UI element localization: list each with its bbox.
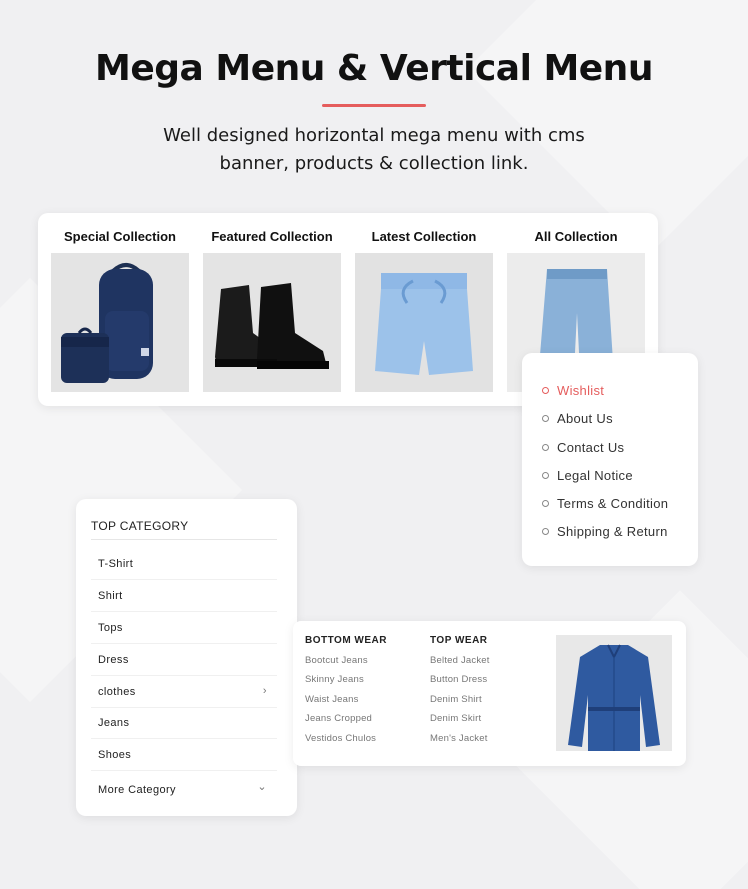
link-label: About Us (557, 411, 613, 426)
category-shoes[interactable] (91, 739, 277, 771)
link-label: Contact Us (557, 440, 625, 455)
denim-dress-icon[interactable] (556, 635, 672, 751)
divider (91, 539, 277, 540)
vertical-menu (76, 499, 297, 816)
category-label: clothes (98, 685, 136, 698)
collection-title[interactable]: Featured Collection (211, 229, 333, 244)
title-underline (322, 104, 426, 107)
more-category-toggle[interactable] (91, 774, 277, 806)
submenu-link[interactable]: Skinny Jeans (305, 674, 364, 686)
subtitle-line: Well designed horizontal mega menu with cms (163, 125, 585, 146)
category-jeans[interactable] (91, 707, 277, 739)
category-tops[interactable] (91, 612, 277, 644)
chevron-down-icon: ⌄ (257, 781, 267, 793)
submenu-link[interactable]: Bootcut Jeans (305, 655, 368, 666)
chevron-right-icon: › (262, 685, 267, 697)
vertical-menu-heading: TOP CATEGORY (91, 519, 189, 533)
bullet-icon (542, 528, 549, 535)
category-label: Shirt (98, 589, 123, 602)
category-shirt[interactable] (91, 580, 277, 612)
category-tshirt[interactable] (91, 548, 277, 580)
link-label: Shipping & Return (557, 524, 668, 539)
collection-title[interactable]: Latest Collection (371, 229, 477, 244)
submenu-link[interactable]: Men's Jacket (430, 732, 488, 744)
submenu-heading: BOTTOM WEAR (305, 635, 387, 646)
bullet-icon (542, 500, 549, 507)
link-shipping[interactable] (542, 524, 668, 539)
shorts-icon[interactable] (355, 253, 493, 392)
link-contact-us[interactable] (542, 440, 624, 455)
page-subtitle (124, 122, 624, 178)
boots-icon[interactable] (203, 253, 341, 392)
bullet-icon (542, 387, 549, 394)
link-label: Wishlist (557, 383, 605, 398)
collection-title[interactable]: Special Collection (64, 229, 176, 244)
backpack-icon[interactable] (51, 253, 189, 392)
link-wishlist[interactable] (542, 383, 604, 398)
link-legal-notice[interactable] (542, 468, 633, 483)
category-dress[interactable] (91, 644, 277, 676)
category-label: Dress (98, 653, 129, 666)
link-label: Legal Notice (557, 468, 633, 483)
category-label: Tops (98, 621, 123, 634)
bullet-icon (542, 415, 549, 422)
links-dropdown (522, 353, 698, 566)
link-about-us[interactable] (542, 411, 613, 426)
bullet-icon (542, 444, 549, 451)
submenu-link[interactable]: Denim Skirt (430, 713, 482, 725)
submenu-link[interactable]: Vestidos Chulos (305, 732, 377, 744)
submenu-link[interactable]: Belted Jacket (430, 655, 490, 666)
link-terms[interactable] (542, 496, 668, 511)
link-label: Terms & Condition (557, 496, 669, 511)
submenu-link[interactable]: Waist Jeans (305, 693, 359, 705)
category-label: Jeans (98, 716, 130, 729)
submenu-link[interactable]: Denim Shirt (430, 693, 482, 705)
clothes-submenu (293, 621, 686, 766)
submenu-link[interactable]: Button Dress (430, 674, 488, 686)
submenu-column-top-wear (430, 635, 490, 752)
submenu-column-bottom-wear (305, 635, 387, 752)
category-label: More Category (98, 784, 176, 796)
category-label: T-Shirt (98, 557, 134, 570)
submenu-link[interactable]: Jeans Cropped (305, 713, 373, 725)
category-label: Shoes (98, 748, 132, 761)
page-title: Mega Menu & Vertical Menu (95, 48, 653, 89)
subtitle-line: banner, products & collection link. (219, 153, 529, 174)
category-clothes[interactable] (91, 676, 277, 708)
bullet-icon (542, 472, 549, 479)
collection-title[interactable]: All Collection (534, 229, 618, 244)
submenu-heading: TOP WEAR (430, 635, 488, 646)
